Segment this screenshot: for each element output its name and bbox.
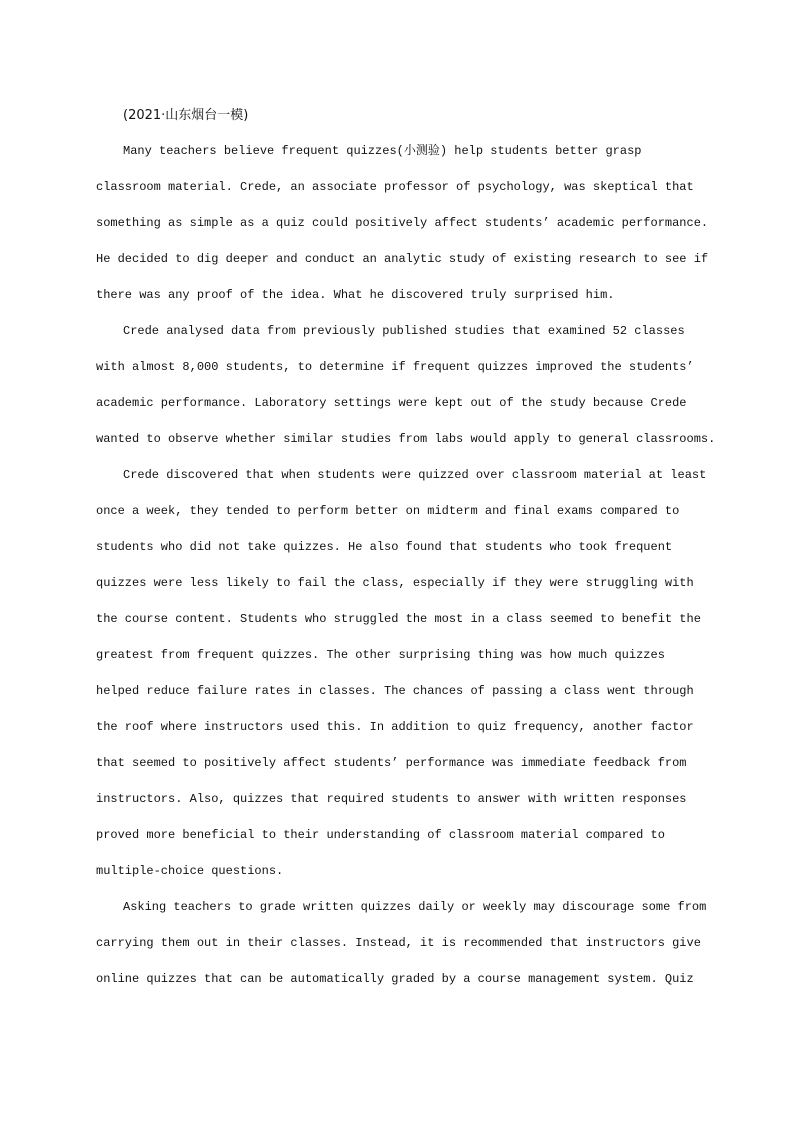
text-line: Asking teachers to grade written quizzes daily or weekly may discourage some from	[123, 900, 707, 914]
text-line: students who did not take quizzes. He also found that students who took frequent	[96, 540, 673, 554]
text-line: proved more beneficial to their understanding of classroom material compared to	[96, 828, 665, 842]
text-line: the roof where instructors used this. In addition to quiz frequency, another factor	[96, 720, 694, 734]
text-line: that seemed to positively affect students’ performance was immediate feedback from	[96, 756, 687, 770]
text-line: wanted to observe whether similar studies from labs would apply to general classrooms.	[96, 432, 716, 446]
text-line: He decided to dig deeper and conduct an analytic study of existing research to see if	[96, 252, 709, 266]
text-line: classroom material. Crede, an associate professor of psychology, was skeptical that	[96, 180, 694, 194]
text-line: carrying them out in their classes. Instead, it is recommended that instructors give	[96, 936, 701, 950]
text-line: multiple-choice questions.	[96, 864, 284, 878]
text-line: online quizzes that can be automatically graded by a course management system. Quiz	[96, 972, 694, 986]
text-line: there was any proof of the idea. What he discovered truly surprised him.	[96, 288, 615, 302]
text-line: Many teachers believe frequent quizzes(小测验) help students better grasp	[123, 144, 642, 158]
text-line: with almost 8,000 students, to determine if frequent quizzes improved the students’	[96, 360, 694, 374]
text-line: Crede discovered that when students were quizzed over classroom material at least	[123, 468, 707, 482]
text-line: academic performance. Laboratory settings were kept out of the study because Crede	[96, 396, 687, 410]
text-line: once a week, they tended to perform better on midterm and final exams compared to	[96, 504, 680, 518]
text-line: something as simple as a quiz could positively affect students’ academic performance.	[96, 216, 709, 230]
text-line: the course content. Students who struggled the most in a class seemed to benefit the	[96, 612, 701, 626]
text-line: Crede analysed data from previously published studies that examined 52 classes	[123, 324, 685, 338]
text-line: greatest from frequent quizzes. The other surprising thing was how much quizzes	[96, 648, 665, 662]
text-line: quizzes were less likely to fail the class, especially if they were struggling with	[96, 576, 694, 590]
text-line: instructors. Also, quizzes that required students to answer with written responses	[96, 792, 687, 806]
source-label: (2021·山东烟台一模)	[123, 108, 249, 123]
text-line: helped reduce failure rates in classes. The chances of passing a class went through	[96, 684, 694, 698]
